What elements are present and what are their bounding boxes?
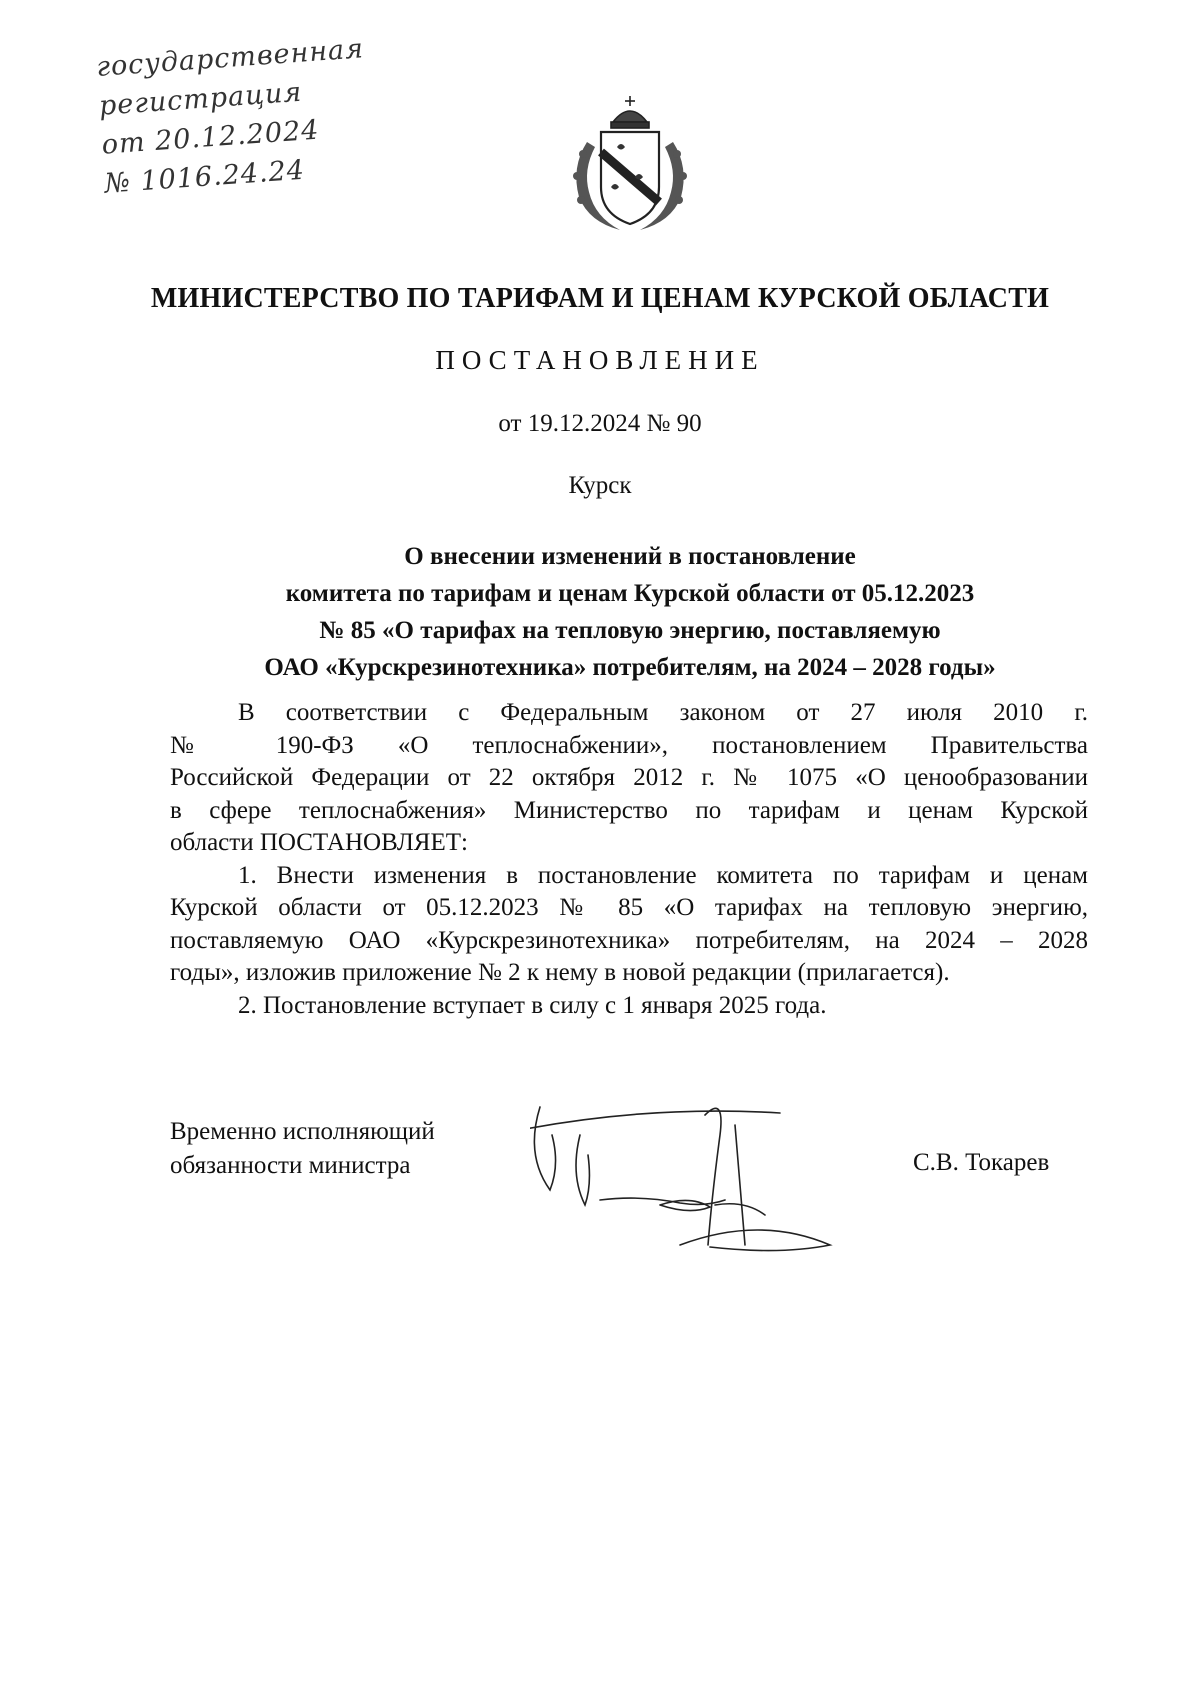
title-line: № 85 «О тарифах на тепловую энергию, поставляемую xyxy=(319,617,941,644)
body-line: Курской области от 05.12.2023 № 85 «О тарифах на тепловую энергию, xyxy=(170,894,1088,921)
handnote-line: № 1016.24.24 xyxy=(103,154,306,200)
handnote-line: от 20.12.2024 xyxy=(100,114,321,161)
body-line: поставляемую ОАО «Курскрезинотехника» потребителям, на 2024 – 2028 xyxy=(170,926,1088,954)
body-line: области ПОСТАНОВЛЯЕТ: xyxy=(170,829,468,856)
body-line: 2. Постановление вступает в силу с 1 января 2025 года. xyxy=(238,991,827,1019)
document-body xyxy=(170,697,1088,1022)
coat-of-arms-emblem xyxy=(565,92,695,237)
body-line: в сфере теплоснабжения» Министерство по тарифам и ценам Курской xyxy=(170,796,1088,824)
document-type: ПОСТАНОВЛЕНИЕ xyxy=(435,345,765,375)
position-line: обязанности министра xyxy=(170,1152,411,1179)
ministry-heading: МИНИСТЕРСТВО ПО ТАРИФАМ И ЦЕНАМ КУРСКОЙ ОБЛАСТИ xyxy=(150,283,1050,314)
document-title xyxy=(170,538,1090,686)
registration-handwritten-note xyxy=(95,25,435,204)
handnote-line: государственная xyxy=(95,33,365,83)
position-line: Временно исполняющий xyxy=(170,1118,435,1145)
title-line: ОАО «Курскрезинотехника» потребителям, на 2024 – 2028 годы» xyxy=(264,654,996,681)
body-line: № 190-ФЗ «О теплоснабжении», постановлением Правительства xyxy=(170,731,1088,759)
title-line: комитета по тарифам и ценам Курской области от 05.12.2023 xyxy=(285,580,975,607)
item-2-paragraph xyxy=(170,990,1088,1023)
handnote-line: регистрация xyxy=(97,76,304,122)
body-line: годы», изложив приложение № 2 к нему в новой редакции (прилагается). xyxy=(170,959,950,986)
signatory-name: С.В. Токарев xyxy=(913,1149,1050,1176)
document-date-number: от 19.12.2024 № 90 xyxy=(498,410,702,437)
signatory-position xyxy=(170,1115,435,1183)
title-line: О внесении изменений в постановление xyxy=(404,543,856,570)
item-1-paragraph xyxy=(170,860,1088,990)
body-line: 1. Внести изменения в постановление комитета по тарифам и ценам xyxy=(238,861,1088,889)
body-line: В соответствии с Федеральным законом от 27 июля 2010 г. xyxy=(238,699,1088,726)
preamble-paragraph xyxy=(170,697,1088,860)
handwritten-signature xyxy=(530,1095,920,1255)
document-city: Курск xyxy=(568,472,632,499)
body-line: Российской Федерации от 22 октября 2012 г. № 1075 «О ценообразовании xyxy=(170,764,1088,791)
